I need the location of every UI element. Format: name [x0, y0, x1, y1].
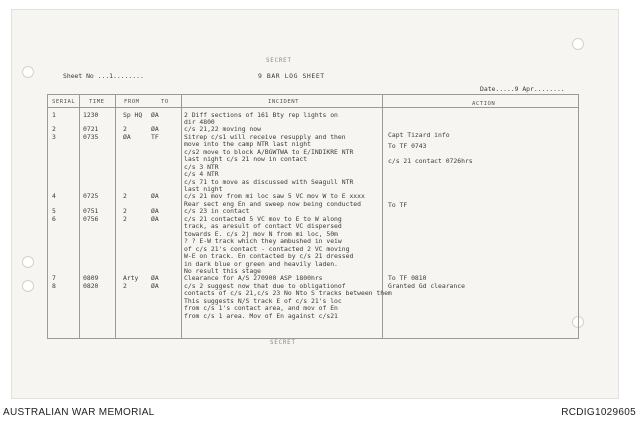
incident-line: 2 Diff sections of 161 Bty rep lights on	[184, 110, 338, 119]
incident-line: W-E on track. En contacted by c/s 21 dressed	[184, 252, 354, 261]
secret-header: SECRET	[266, 58, 292, 64]
incident-line: towards E. c/s 2j mov N from mi loc, 50m	[184, 229, 338, 238]
incident-line: dir 4800	[184, 117, 215, 126]
col-header-action: ACTION	[472, 101, 496, 107]
incident-line: move into the camp NTR last night	[184, 140, 311, 149]
incident-line: This suggests N/S track E of c/s 21's loc	[184, 296, 342, 305]
serial-cell: 5	[52, 207, 56, 216]
incident-line: track, as aresult of contact VC dispersed	[184, 222, 342, 231]
col-rule	[79, 94, 80, 339]
table-border-bottom	[47, 338, 579, 339]
action-line: c/s 21 contact 0726hrs	[388, 156, 473, 165]
from-cell: 2	[123, 214, 127, 223]
time-cell: 0820	[83, 281, 99, 290]
from-cell: ØA	[123, 132, 131, 141]
table-border-top	[47, 94, 579, 95]
col-rule	[115, 94, 116, 339]
time-cell: 0721	[83, 125, 99, 134]
sheet-number: Sheet No ...1........	[63, 72, 144, 80]
col-header-to: TO	[161, 99, 169, 105]
to-cell: ØA	[151, 274, 159, 283]
secret-footer: SECRET	[270, 340, 296, 346]
incident-line: in dark blue or green and heavily laden.	[184, 259, 338, 268]
incident-line: Rear sect eng En and sweep now being conducted	[184, 199, 361, 208]
to-cell: ØA	[151, 192, 159, 201]
action-line: To TF 0810	[388, 274, 427, 283]
archive-credit: AUSTRALIAN WAR MEMORIAL	[3, 407, 155, 418]
incident-line: last night	[184, 185, 223, 193]
punch-hole	[22, 280, 34, 292]
time-cell: 0735	[83, 132, 99, 141]
incident-line: c/s 2 suggest now that due to obligationof	[184, 281, 346, 290]
incident-line: last night c/s 21 now in contact	[184, 155, 308, 164]
from-cell: 2	[123, 192, 127, 201]
time-cell: 0756	[83, 214, 99, 223]
from-cell: Sp HQ	[123, 110, 143, 119]
incident-line: c/s 23 in contact	[184, 207, 250, 216]
from-cell: 2	[123, 125, 127, 134]
to-cell: ØA	[151, 110, 159, 119]
incident-line: contacts of c/s 21,c/s 23 No Nto S tracks between them	[184, 289, 392, 298]
from-cell: 2	[123, 207, 127, 216]
incident-line: from c/s 1's contact area, and mov of En	[184, 304, 338, 313]
incident-line: of c/s 21's contact - contacted 2 VC moving	[184, 244, 350, 253]
col-rule	[47, 94, 48, 339]
col-header-time: TIME	[89, 99, 105, 105]
to-cell: ØA	[151, 281, 159, 290]
col-rule	[382, 94, 383, 339]
from-cell: 2	[123, 281, 127, 290]
col-header-incident: INCIDENT	[268, 99, 299, 105]
punch-hole	[22, 66, 34, 78]
to-cell: ØA	[151, 214, 159, 223]
time-cell: 1230	[83, 110, 99, 119]
incident-line: c/s 71 to move as discussed with Seagull NTR	[184, 177, 354, 186]
to-cell: ØA	[151, 125, 159, 134]
incident-line: c/s 3 NTR	[184, 162, 219, 171]
to-cell: TF	[151, 132, 159, 141]
time-cell: 0751	[83, 207, 99, 216]
from-cell: Arty	[123, 274, 139, 283]
serial-cell: 3	[52, 132, 56, 141]
incident-line: c/s 4 NTR	[184, 170, 219, 179]
incident-line: No result this stage	[184, 266, 261, 275]
to-cell: ØA	[151, 207, 159, 216]
serial-cell: 8	[52, 281, 56, 290]
col-header-serial: SERIAL	[52, 99, 76, 105]
date-label: Date.....9 Apr........	[480, 85, 565, 93]
col-rule	[578, 94, 579, 339]
incident-line: c/s 21 contacted 5 VC mov to E to W along	[184, 214, 342, 223]
incident-line: c/s 21,22 moving now	[184, 125, 261, 134]
punch-hole	[572, 38, 584, 50]
incident-line: Clearance for A/S 270900 ASP 1800hrs	[184, 274, 323, 283]
action-line: To TF	[388, 201, 408, 210]
serial-cell: 2	[52, 125, 56, 134]
action-line: Capt Tizard info	[388, 131, 450, 140]
incident-line: Sitrep c/s1 will receive resupply and then	[184, 132, 346, 141]
serial-cell: 6	[52, 214, 56, 223]
log-title: 9 BAR LOG SHEET	[258, 72, 325, 80]
incident-line: c/s2 move to block A/BGWTWA to E/INDIKRE NTR	[184, 147, 354, 156]
col-rule	[181, 94, 182, 339]
record-id: RCDIG1029605	[561, 407, 636, 418]
incident-line: from c/s 1 area. Mov of En against c/s21	[184, 311, 338, 320]
serial-cell: 1	[52, 110, 56, 119]
serial-cell: 4	[52, 192, 56, 201]
serial-cell: 7	[52, 274, 56, 283]
incident-line: c/s 21 mov from mi loc saw 5 VC mov W to E xxxx	[184, 192, 365, 201]
time-cell: 0725	[83, 192, 99, 201]
incident-line: ? ? E-W track which they ambushed in veiw	[184, 237, 342, 246]
time-cell: 0809	[83, 274, 99, 283]
col-header-from: FROM	[124, 99, 140, 105]
table-header-rule	[47, 107, 579, 108]
punch-hole	[22, 256, 34, 268]
action-line: To TF 0743	[388, 141, 427, 150]
action-line: Granted Gd clearance	[388, 281, 465, 290]
